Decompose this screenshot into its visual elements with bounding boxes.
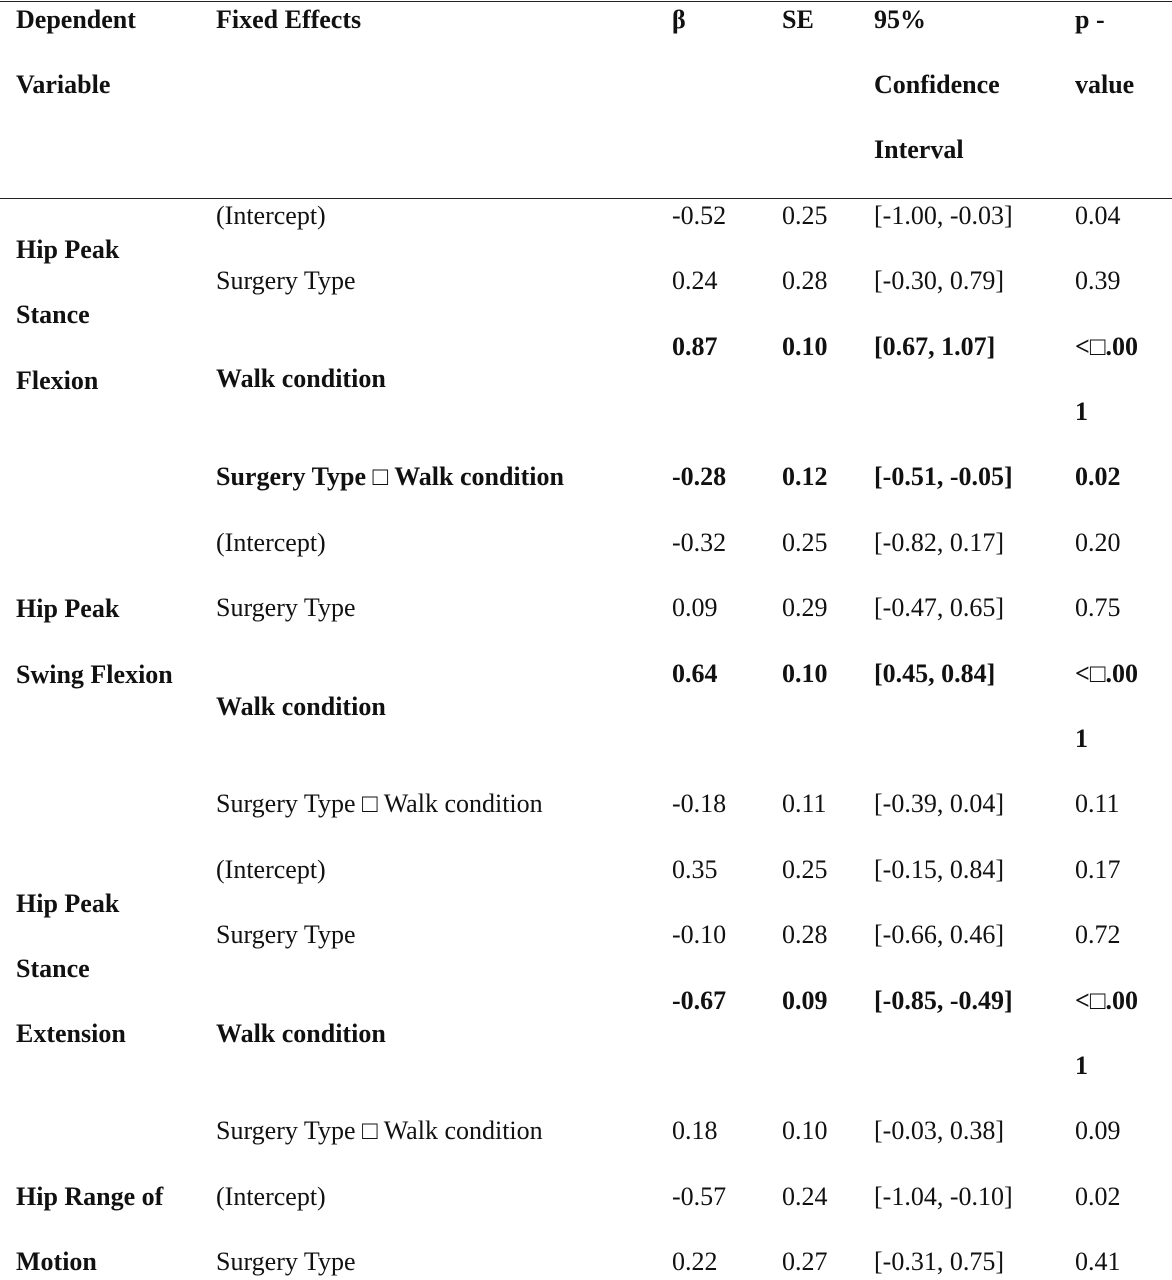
effect-cell: Surgery Type □ Walk condition: [216, 1116, 543, 1145]
effect-cell: (Intercept): [216, 855, 326, 884]
p-value-cell: 0.39: [1075, 266, 1121, 295]
ci-cell: [0.45, 0.84]: [874, 659, 996, 688]
ci-cell: [-0.51, -0.05]: [874, 462, 1013, 491]
effect-cell: Walk condition: [216, 1019, 386, 1048]
se-cell: 0.24: [782, 1182, 828, 1211]
effect-cell: Surgery Type □ Walk condition: [216, 789, 543, 818]
ci-cell: [-1.04, -0.10]: [874, 1182, 1013, 1211]
effect-cell: Surgery Type: [216, 1247, 356, 1276]
p-value-cell: 0.02: [1075, 462, 1121, 491]
p-value-cell-wrap: 1: [1075, 1051, 1088, 1080]
p-value-cell: <□.00: [1075, 659, 1139, 688]
beta-cell: -0.57: [672, 1182, 727, 1211]
se-cell: 0.29: [782, 593, 828, 622]
dependent-variable-label: Swing Flexion: [16, 660, 173, 689]
ci-cell: [-0.85, -0.49]: [874, 986, 1013, 1015]
p-value-cell: 0.09: [1075, 1116, 1121, 1145]
header-p-value-line-1: p -: [1075, 5, 1105, 34]
p-value-cell: 0.75: [1075, 593, 1121, 622]
beta-cell: 0.24: [672, 266, 718, 295]
ci-cell: [-0.66, 0.46]: [874, 920, 1004, 949]
beta-cell: -0.10: [672, 920, 727, 949]
se-cell: 0.25: [782, 201, 828, 230]
se-cell: 0.28: [782, 920, 828, 949]
header-fixed-effects: Fixed Effects: [216, 5, 362, 34]
p-value-cell: 0.72: [1075, 920, 1121, 949]
beta-cell: -0.32: [672, 528, 727, 557]
dependent-variable-label: Hip Peak: [16, 594, 120, 623]
ci-cell: [-0.15, 0.84]: [874, 855, 1004, 884]
dependent-variable-label: Hip Range of: [16, 1182, 164, 1211]
p-value-cell-wrap: 1: [1075, 724, 1088, 753]
header-ci-line-2: Confidence: [874, 70, 1000, 99]
p-value-cell: 0.02: [1075, 1182, 1121, 1211]
header-ci-line-1: 95%: [874, 5, 926, 34]
beta-cell: 0.09: [672, 593, 718, 622]
effect-cell: Walk condition: [216, 692, 386, 721]
header-rule: [0, 198, 1172, 199]
dependent-variable-label: Extension: [16, 1019, 126, 1048]
effect-cell: Walk condition: [216, 364, 386, 393]
se-cell: 0.28: [782, 266, 828, 295]
p-value-cell: 0.11: [1075, 789, 1120, 818]
beta-cell: 0.64: [672, 659, 718, 688]
effect-cell: Surgery Type □ Walk condition: [216, 462, 564, 491]
effect-cell: (Intercept): [216, 201, 326, 230]
beta-cell: 0.22: [672, 1247, 718, 1276]
se-cell: 0.12: [782, 462, 828, 491]
header-dependent-variable-line-1: Dependent: [16, 5, 136, 34]
ci-cell: [-0.31, 0.75]: [874, 1247, 1004, 1276]
beta-cell: 0.35: [672, 855, 718, 884]
se-cell: 0.27: [782, 1247, 828, 1276]
ci-cell: [-0.30, 0.79]: [874, 266, 1004, 295]
beta-cell: -0.52: [672, 201, 727, 230]
se-cell: 0.25: [782, 528, 828, 557]
effect-cell: (Intercept): [216, 528, 326, 557]
ci-cell: [-0.03, 0.38]: [874, 1116, 1004, 1145]
effect-cell: Surgery Type: [216, 920, 356, 949]
se-cell: 0.10: [782, 1116, 828, 1145]
p-value-cell: <□.00: [1075, 332, 1139, 361]
header-ci-line-3: Interval: [874, 135, 964, 164]
dependent-variable-label: Flexion: [16, 366, 99, 395]
header-se: SE: [782, 5, 814, 34]
header-p-value-line-2: value: [1075, 70, 1135, 99]
effect-cell: (Intercept): [216, 1182, 326, 1211]
dependent-variable-label: Motion: [16, 1247, 97, 1276]
se-cell: 0.11: [782, 789, 827, 818]
dependent-variable-label: Stance: [16, 300, 90, 329]
ci-cell: [-1.00, -0.03]: [874, 201, 1013, 230]
ci-cell: [0.67, 1.07]: [874, 332, 996, 361]
ci-cell: [-0.39, 0.04]: [874, 789, 1004, 818]
header-dependent-variable-line-2: Variable: [16, 70, 111, 99]
beta-cell: -0.18: [672, 789, 727, 818]
se-cell: 0.09: [782, 986, 828, 1015]
p-value-cell: 0.20: [1075, 528, 1121, 557]
p-value-cell: 0.41: [1075, 1247, 1121, 1276]
effect-cell: Surgery Type: [216, 266, 356, 295]
p-value-cell-wrap: 1: [1075, 397, 1088, 426]
ci-cell: [-0.82, 0.17]: [874, 528, 1004, 557]
dependent-variable-label: Hip Peak: [16, 235, 120, 264]
top-rule: [0, 1, 1172, 2]
beta-cell: 0.87: [672, 332, 718, 361]
se-cell: 0.10: [782, 659, 828, 688]
dependent-variable-label: Stance: [16, 954, 90, 983]
dependent-variable-label: Hip Peak: [16, 889, 120, 918]
header-beta: β: [672, 5, 686, 34]
beta-cell: -0.28: [672, 462, 727, 491]
p-value-cell: 0.17: [1075, 855, 1121, 884]
effect-cell: Surgery Type: [216, 593, 356, 622]
beta-cell: -0.67: [672, 986, 727, 1015]
beta-cell: 0.18: [672, 1116, 718, 1145]
se-cell: 0.25: [782, 855, 828, 884]
ci-cell: [-0.47, 0.65]: [874, 593, 1004, 622]
se-cell: 0.10: [782, 332, 828, 361]
p-value-cell: <□.00: [1075, 986, 1139, 1015]
p-value-cell: 0.04: [1075, 201, 1121, 230]
